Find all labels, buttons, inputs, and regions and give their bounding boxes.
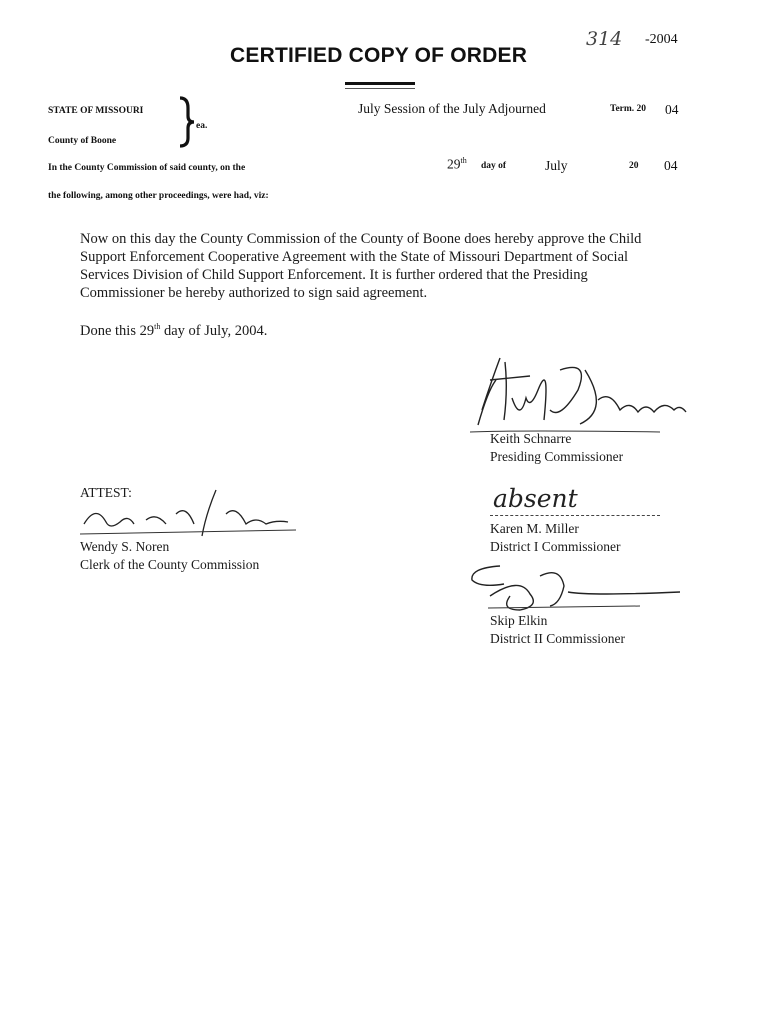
body-line: Services Division of Child Support Enforcement. It is further ordered that the Presiding (80, 267, 588, 283)
attest-signature (76, 484, 306, 544)
day-of-label: day of (481, 161, 507, 171)
body-line: Now on this day the County Commission of the County of Boone does hereby approve the Child (80, 231, 642, 247)
year: 04 (664, 158, 678, 173)
month: July (545, 158, 568, 173)
district2-title: District II Commissioner (490, 631, 625, 646)
district1-handwritten: absent (493, 484, 578, 513)
done-this: Done this 29th day of July, 2004. (80, 322, 268, 339)
day-number: 29th (447, 156, 467, 172)
ss-label: ea. (196, 121, 208, 131)
brace-icon (174, 96, 196, 148)
district1-title: District I Commissioner (490, 539, 621, 554)
presiding-title: Presiding Commissioner (490, 449, 624, 464)
in-the-commission: In the County Commission of said county, on the (48, 163, 246, 173)
title-rule (345, 82, 415, 85)
body-line: Commissioner be hereby authorized to sign said agreement. (80, 285, 428, 301)
clerk-title: Clerk of the County Commission (80, 557, 260, 572)
term-label: Term. 20 (610, 104, 647, 114)
clerk-name: Wendy S. Noren (80, 539, 170, 554)
district2-name: Skip Elkin (490, 613, 548, 628)
session-text: July Session of the July Adjourned (358, 101, 546, 116)
following-text: the following, among other proceedings, were had, viz: (48, 191, 269, 201)
county-label: County of Boone (48, 136, 117, 146)
attest-label: ATTEST: (80, 485, 132, 500)
body-line: Support Enforcement Cooperative Agreement with the State of Missouri Department of Social (80, 249, 629, 265)
term-year: 04 (665, 102, 679, 117)
district1-name: Karen M. Miller (490, 521, 579, 536)
page-title: CERTIFIED COPY OF ORDER (230, 44, 528, 67)
order-number-handwritten: 314 (586, 28, 623, 50)
year-label: 20 (629, 161, 639, 171)
order-body (80, 230, 700, 302)
title-rule-thin (345, 88, 415, 89)
presiding-name: Keith Schnarre (490, 431, 572, 446)
state-label: STATE OF MISSOURI (48, 106, 144, 116)
order-year: -2004 (645, 32, 678, 47)
district1-signature-line (490, 515, 660, 516)
